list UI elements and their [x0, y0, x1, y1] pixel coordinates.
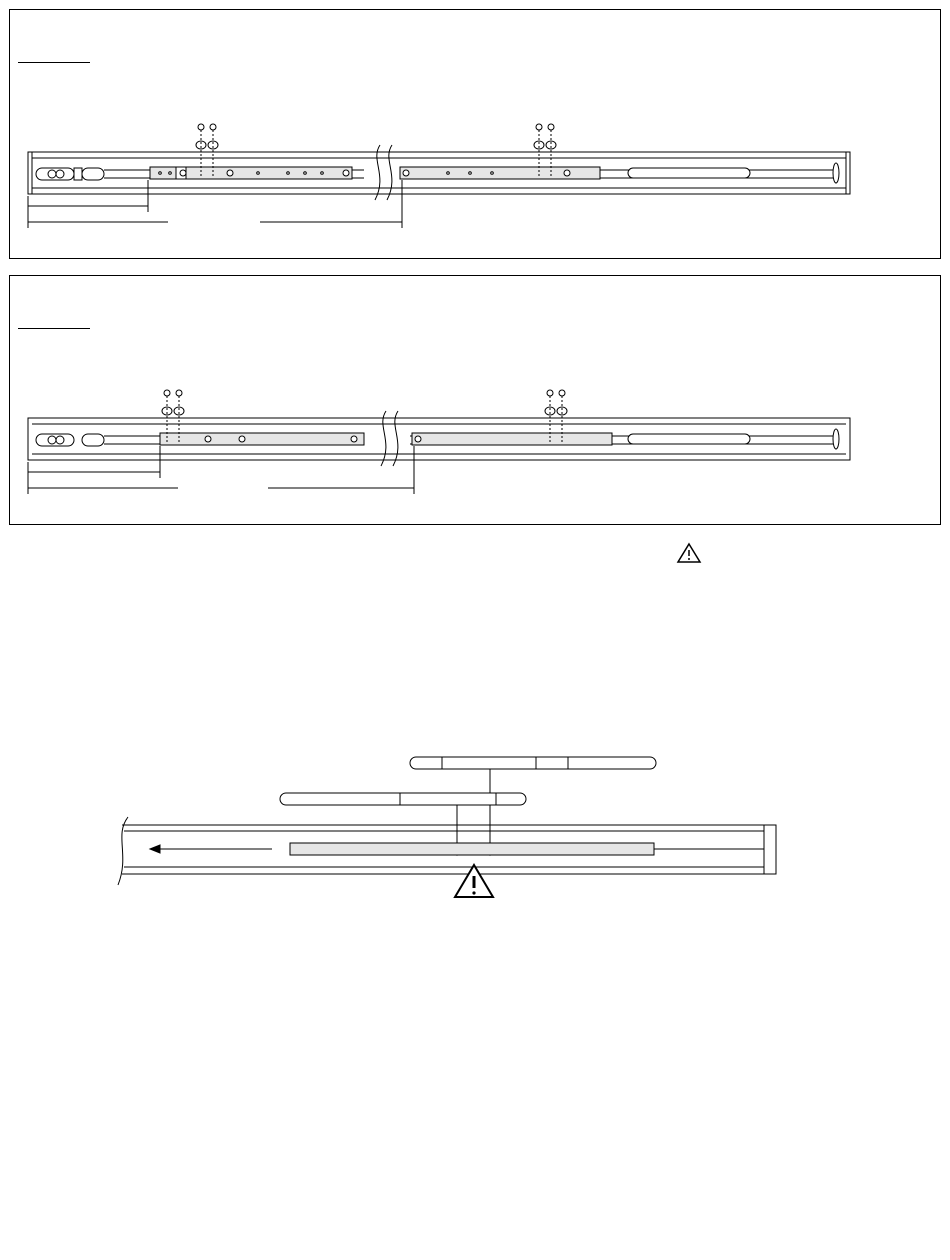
rail-section: [118, 817, 776, 885]
break-symbol: [381, 411, 398, 466]
rail-end-left: [36, 434, 104, 446]
diagram-panel-2: [9, 275, 941, 525]
lower-chain-section: [280, 793, 526, 805]
carriage-left: [150, 167, 352, 179]
direction-arrow-icon: [150, 845, 272, 853]
rail-end-left: [36, 168, 104, 180]
upper-chain-section: [410, 757, 656, 769]
chain-right: [628, 168, 750, 178]
warning-triangle-icon: [676, 542, 702, 564]
rail-end-right: [833, 163, 839, 183]
carriage-left: [160, 433, 364, 445]
dimension-lines: [28, 446, 414, 494]
chain-assembly-figure: [100, 745, 790, 905]
dimension-lines: [28, 180, 402, 228]
rail-end-right: [833, 429, 839, 449]
break-symbol: [375, 145, 392, 200]
carriage-right: [412, 433, 612, 445]
diagram-panel-1: [9, 9, 941, 259]
rail-diagram-2: [10, 276, 940, 524]
carriage-right: [400, 167, 600, 179]
chain-right: [628, 434, 750, 444]
rail-diagram-1: [10, 10, 940, 258]
warning-triangle-icon: [455, 865, 493, 897]
